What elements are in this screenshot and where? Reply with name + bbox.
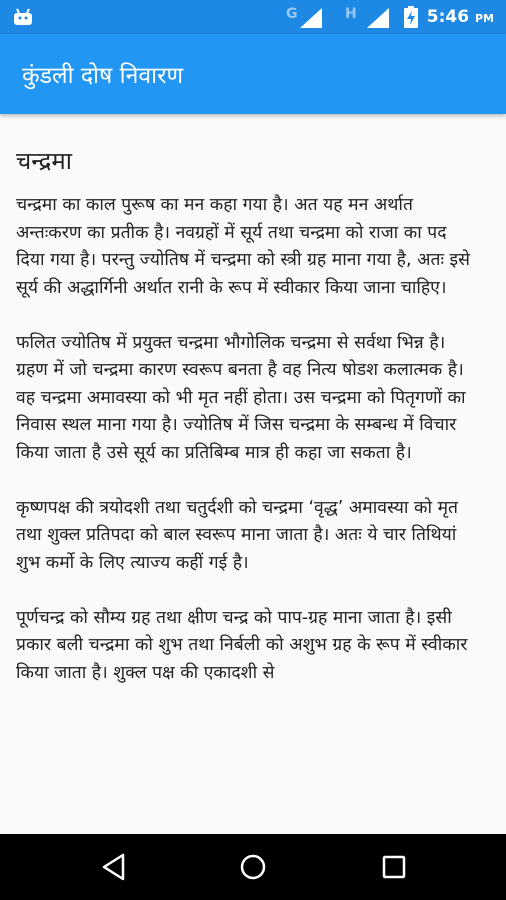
back-icon[interactable] <box>99 852 129 882</box>
signal-strength-icon-2 <box>367 8 389 28</box>
network-type-h: H <box>345 6 357 22</box>
app-bar <box>0 34 506 114</box>
android-notification-icon <box>12 8 34 26</box>
article-body <box>16 192 474 715</box>
article-scroll-view[interactable] <box>0 114 506 754</box>
signal-strength-icon-1 <box>300 8 322 28</box>
recents-icon[interactable] <box>379 852 409 882</box>
article-paragraph: पूर्णचन्द्र को सौम्य ग्रह तथा क्षीण चन्द्र को पाप-ग्रह माना जाता है। इसी प्रकार बली चन्द्रमा को शुभ तथा निर्बली को अशुभ ग्रह के रूप में स्वीकार किया जाता है। शुक्ल पक्ष की एकादशी से <box>16 607 468 683</box>
article-paragraph: कृष्णपक्ष की त्रयोदशी तथा चतुर्दशी को चन्द्रमा ‘वृद्ध’ अमावस्या को मृत तथा शुक्ल प्रतिपदा को बाल स्वरूप माना जाता है। अतः ये चार तिथियां शुभ कर्मो के लिए त्याज्य कहीं गई है। <box>16 497 459 573</box>
navigation-bar <box>0 834 506 900</box>
status-bar <box>0 0 506 34</box>
app-title: कुंडली दोष निवारण <box>22 63 184 89</box>
network-type-g: G <box>286 6 298 22</box>
article-paragraph: फलित ज्योतिष में प्रयुक्त चन्द्रमा भौगोलिक चन्द्रमा से सर्वथा भिन्न है। ग्रहण में जो चन्द्रमा कारण स्वरूप बनता है वह नित्य षोडश कलात्मक है। वह चन्द्रमा अमावस्या को भी मृत नहीं होता। उस चन्द्रमा को पितृगणों का निवास स्थल माना गया है। ज्योतिष में जिस चन्द्रमा के सम्बन्ध में विचार किया जाता है उसे सूर्य का प्रतिबिम्ब मात्र ही कहा जा सकता है। <box>16 332 466 463</box>
article-heading: चन्द्रमा <box>16 147 72 175</box>
home-icon[interactable] <box>238 852 268 882</box>
status-time: 5:46 PM <box>426 7 494 27</box>
article-paragraph: चन्द्रमा का काल पुरूष का मन कहा गया है। अत यह मन अर्थात अन्तःकरण का प्रतीक है। नवग्रहों में सूर्य तथा चन्द्रमा को राजा का पद दिया गया है। परन्तु ज्योतिष में चन्द्रमा को स्त्री ग्रह माना गया है, अतः इसे सूर्य की अद्धार्गिनी अर्थात रानी के रूप में स्वीकार किया जाना चाहिए। <box>16 195 470 298</box>
battery-charging-icon <box>404 6 418 28</box>
